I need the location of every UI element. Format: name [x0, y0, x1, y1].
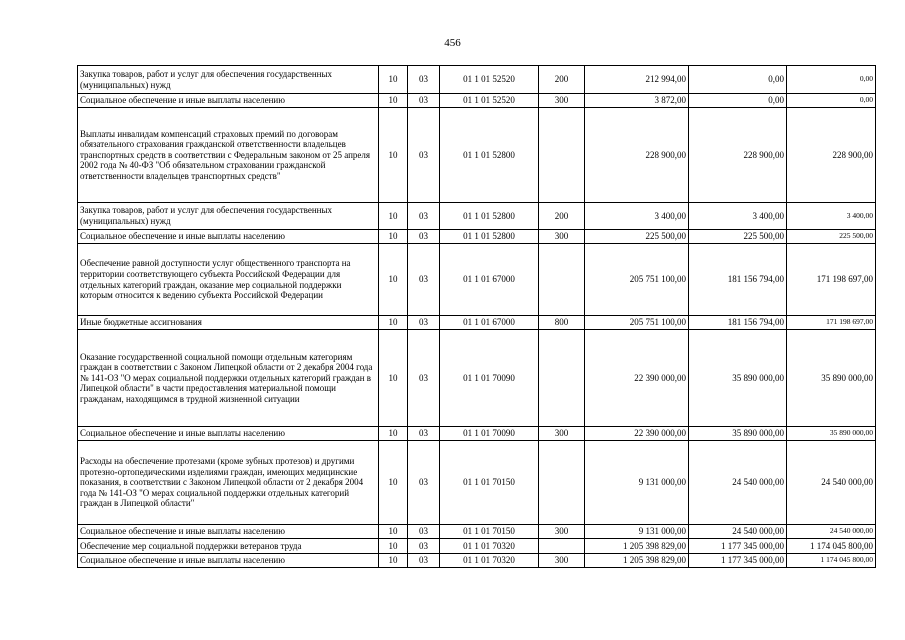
subsection-code: 03 — [408, 525, 440, 539]
expense-type-code: 300 — [539, 554, 585, 568]
expense-type-code: 300 — [539, 525, 585, 539]
subsection-code: 03 — [408, 316, 440, 330]
target-article-code: 01 1 01 52520 — [440, 66, 539, 94]
amount-year-1: 3 872,00 — [585, 94, 689, 108]
subsection-code: 03 — [408, 539, 440, 554]
section-code: 10 — [379, 108, 408, 203]
amount-year-1: 228 900,00 — [585, 108, 689, 203]
subsection-code: 03 — [408, 244, 440, 316]
amount-year-3: 35 890 000,00 — [787, 330, 876, 427]
amount-year-2: 3 400,00 — [689, 203, 787, 230]
expense-type-code — [539, 244, 585, 316]
target-article-code: 01 1 01 70150 — [440, 525, 539, 539]
amount-year-2: 181 156 794,00 — [689, 244, 787, 316]
subsection-code: 03 — [408, 330, 440, 427]
section-code: 10 — [379, 441, 408, 525]
section-code: 10 — [379, 316, 408, 330]
table-row — [78, 427, 876, 441]
amount-year-3: 0,00 — [787, 66, 876, 94]
amount-year-2: 35 890 000,00 — [689, 427, 787, 441]
amount-year-2: 24 540 000,00 — [689, 441, 787, 525]
amount-year-1: 225 500,00 — [585, 230, 689, 244]
table-row — [78, 539, 876, 554]
section-code: 10 — [379, 554, 408, 568]
target-article-code: 01 1 01 70090 — [440, 330, 539, 427]
row-description: Выплаты инвалидам компенсаций страховых премий по договорам обязательного страхования гражданской ответственности владельцев транспортных средств в соответствии с Федеральным законом от 25 апреля 2002 года № 40-ФЗ "Об обязательном страховании гражданской ответственности владельцев транспортных средств" — [78, 108, 379, 203]
amount-year-1: 22 390 000,00 — [585, 427, 689, 441]
amount-year-3: 171 198 697,00 — [787, 316, 876, 330]
amount-year-1: 1 205 398 829,00 — [585, 539, 689, 554]
amount-year-3: 35 890 000,00 — [787, 427, 876, 441]
subsection-code: 03 — [408, 94, 440, 108]
expense-type-code: 800 — [539, 316, 585, 330]
row-description: Расходы на обеспечение протезами (кроме зубных протезов) и другими протезно-ортопедическими изделиями граждан, имеющих медицинские показания, в соответствии с Законом Липецкой области от 2 декабря 2004 года № 141-ОЗ "О мерах социальной поддержки отдельных категорий граждан в Липецкой области" — [78, 441, 379, 525]
target-article-code: 01 1 01 70090 — [440, 427, 539, 441]
expense-type-code: 200 — [539, 66, 585, 94]
row-description: Иные бюджетные ассигнования — [78, 316, 379, 330]
table-row — [78, 66, 876, 94]
page-number: 456 — [444, 37, 461, 49]
row-description: Социальное обеспечение и иные выплаты населению — [78, 230, 379, 244]
row-description: Обеспечение мер социальной поддержки ветеранов труда — [78, 539, 379, 554]
amount-year-1: 22 390 000,00 — [585, 330, 689, 427]
expense-type-code: 300 — [539, 427, 585, 441]
subsection-code: 03 — [408, 203, 440, 230]
table-row — [78, 230, 876, 244]
target-article-code: 01 1 01 70320 — [440, 554, 539, 568]
row-description: Социальное обеспечение и иные выплаты населению — [78, 554, 379, 568]
amount-year-3: 0,00 — [787, 94, 876, 108]
amount-year-1: 212 994,00 — [585, 66, 689, 94]
amount-year-2: 35 890 000,00 — [689, 330, 787, 427]
table-row — [78, 554, 876, 568]
table-row — [78, 316, 876, 330]
target-article-code: 01 1 01 70320 — [440, 539, 539, 554]
section-code: 10 — [379, 539, 408, 554]
expense-type-code — [539, 108, 585, 203]
target-article-code: 01 1 01 67000 — [440, 316, 539, 330]
subsection-code: 03 — [408, 441, 440, 525]
amount-year-1: 9 131 000,00 — [585, 525, 689, 539]
expense-type-code — [539, 539, 585, 554]
amount-year-2: 225 500,00 — [689, 230, 787, 244]
table-row — [78, 94, 876, 108]
amount-year-3: 24 540 000,00 — [787, 441, 876, 525]
section-code: 10 — [379, 203, 408, 230]
amount-year-3: 1 174 045 800,00 — [787, 554, 876, 568]
table-row — [78, 108, 876, 203]
row-description: Социальное обеспечение и иные выплаты населению — [78, 94, 379, 108]
section-code: 10 — [379, 427, 408, 441]
expense-type-code — [539, 330, 585, 427]
subsection-code: 03 — [408, 108, 440, 203]
amount-year-2: 1 177 345 000,00 — [689, 554, 787, 568]
amount-year-1: 205 751 100,00 — [585, 316, 689, 330]
table-row — [78, 441, 876, 525]
budget-table — [77, 65, 876, 568]
target-article-code: 01 1 01 67000 — [440, 244, 539, 316]
target-article-code: 01 1 01 70150 — [440, 441, 539, 525]
amount-year-1: 9 131 000,00 — [585, 441, 689, 525]
expense-type-code: 300 — [539, 230, 585, 244]
subsection-code: 03 — [408, 427, 440, 441]
amount-year-3: 228 900,00 — [787, 108, 876, 203]
amount-year-3: 3 400,00 — [787, 203, 876, 230]
amount-year-3: 225 500,00 — [787, 230, 876, 244]
amount-year-1: 3 400,00 — [585, 203, 689, 230]
section-code: 10 — [379, 525, 408, 539]
row-description: Закупка товаров, работ и услуг для обеспечения государственных (муниципальных) нужд — [78, 203, 379, 230]
row-description: Закупка товаров, работ и услуг для обеспечения государственных (муниципальных) нужд — [78, 66, 379, 94]
row-description: Социальное обеспечение и иные выплаты населению — [78, 427, 379, 441]
amount-year-2: 24 540 000,00 — [689, 525, 787, 539]
row-description: Социальное обеспечение и иные выплаты населению — [78, 525, 379, 539]
row-description: Обеспечение равной доступности услуг общественного транспорта на территории соответствующего субъекта Российской Федерации для отдельных категорий граждан, оказание мер социальной поддержки которым относится к ведению субъекта Российской Федерации — [78, 244, 379, 316]
expense-type-code — [539, 441, 585, 525]
amount-year-1: 1 205 398 829,00 — [585, 554, 689, 568]
expense-type-code: 300 — [539, 94, 585, 108]
target-article-code: 01 1 01 52800 — [440, 108, 539, 203]
amount-year-1: 205 751 100,00 — [585, 244, 689, 316]
row-description: Оказание государственной социальной помощи отдельным категориям граждан в соответствии с Законом Липецкой области от 2 декабря 2004 года № 141-ОЗ "О мерах социальной поддержки отдельных категорий граждан в Липецкой области" в части предоставления материальной помощи гражданам, находящимся в трудной жизненной ситуации — [78, 330, 379, 427]
amount-year-3: 1 174 045 800,00 — [787, 539, 876, 554]
target-article-code: 01 1 01 52520 — [440, 94, 539, 108]
section-code: 10 — [379, 244, 408, 316]
subsection-code: 03 — [408, 230, 440, 244]
table-row — [78, 203, 876, 230]
subsection-code: 03 — [408, 66, 440, 94]
target-article-code: 01 1 01 52800 — [440, 230, 539, 244]
subsection-code: 03 — [408, 554, 440, 568]
expense-type-code: 200 — [539, 203, 585, 230]
amount-year-2: 0,00 — [689, 66, 787, 94]
amount-year-2: 1 177 345 000,00 — [689, 539, 787, 554]
amount-year-3: 24 540 000,00 — [787, 525, 876, 539]
amount-year-2: 181 156 794,00 — [689, 316, 787, 330]
amount-year-3: 171 198 697,00 — [787, 244, 876, 316]
table-row — [78, 244, 876, 316]
table-row — [78, 330, 876, 427]
section-code: 10 — [379, 94, 408, 108]
table-row — [78, 525, 876, 539]
section-code: 10 — [379, 66, 408, 94]
amount-year-2: 228 900,00 — [689, 108, 787, 203]
target-article-code: 01 1 01 52800 — [440, 203, 539, 230]
amount-year-2: 0,00 — [689, 94, 787, 108]
section-code: 10 — [379, 330, 408, 427]
section-code: 10 — [379, 230, 408, 244]
